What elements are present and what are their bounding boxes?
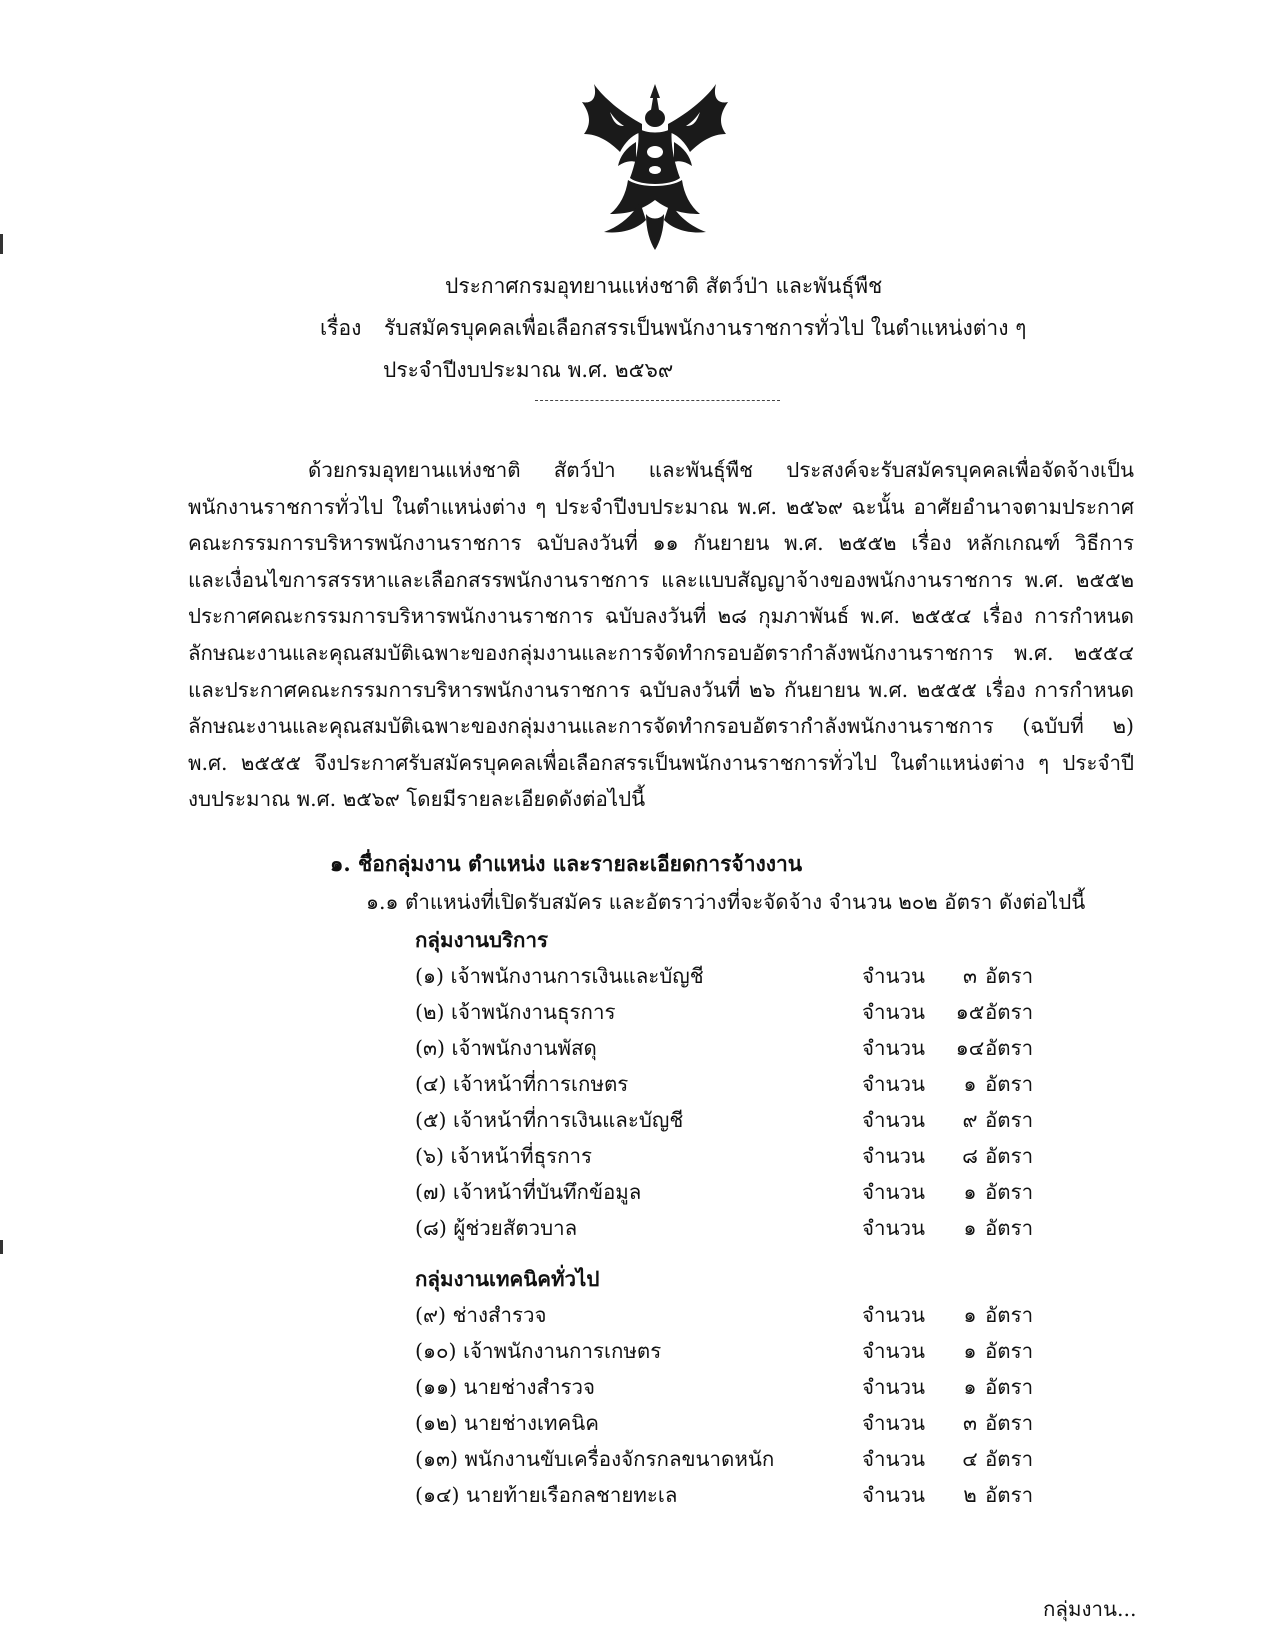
body-line: งบประมาณ พ.ศ. ๒๕๖๙ โดยมีรายละเอียดดังต่อไปนี้	[188, 787, 646, 812]
position-name: (๒) เจ้าพนักงานธุรการ	[415, 1000, 616, 1024]
fiscal-year-line: ประจำปีงบประมาณ พ.ศ. ๒๕๖๙	[383, 358, 674, 382]
position-count: ๙	[962, 1108, 978, 1132]
amount-label: จำนวน	[862, 1108, 926, 1132]
body-line: ลักษณะงานและคุณสมบัติเฉพาะของกลุ่มงานและการจัดทำกรอบอัตรากำลังพนักงานราชการ (ฉบับที่ ๒)	[188, 714, 1134, 739]
body-line: คณะกรรมการบริหารพนักงานราชการ ฉบับลงวันที่ ๑๑ กันยายน พ.ศ. ๒๕๕๒ เรื่อง หลักเกณฑ์ วิธีการ	[188, 531, 1134, 556]
position-count: ๔	[962, 1447, 978, 1471]
position-row	[415, 1176, 1035, 1212]
amount-label: จำนวน	[862, 1180, 926, 1204]
unit-label: อัตรา	[985, 1303, 1034, 1327]
position-name: (๑๔) นายท้ายเรือกลชายทะเล	[415, 1483, 678, 1507]
section-heading: ๑. ชื่อกลุ่มงาน ตำแหน่ง และรายละเอียดการจ้างงาน	[330, 851, 803, 876]
position-count: ๑	[963, 1303, 977, 1327]
position-row	[415, 1104, 1035, 1140]
position-count: ๑	[963, 1216, 977, 1240]
position-row	[415, 1068, 1035, 1104]
position-count: ๑๔	[955, 1036, 985, 1060]
unit-label: อัตรา	[985, 1411, 1034, 1435]
unit-label: อัตรา	[985, 1036, 1034, 1060]
position-count: ๓	[962, 1411, 977, 1435]
unit-label: อัตรา	[985, 1339, 1034, 1363]
position-count: ๑	[963, 1180, 977, 1204]
unit-label: อัตรา	[985, 1144, 1034, 1168]
position-name: (๑๑) นายช่างสำรวจ	[415, 1375, 596, 1399]
position-name: (๙) ช่างสำรวจ	[415, 1303, 547, 1327]
body-line: และประกาศคณะกรรมการบริหารพนักงานราชการ ฉบับลงวันที่ ๒๖ กันยายน พ.ศ. ๒๕๕๕ เรื่อง การกำหนด	[188, 677, 1134, 702]
position-row	[415, 960, 1035, 996]
announcement-subject	[320, 312, 1026, 345]
body-line: พนักงานราชการทั่วไป ในตำแหน่งต่าง ๆ ประจำปีงบประมาณ พ.ศ. ๒๕๖๙ ฉะนั้น อาศัยอำนาจตามประกาศ	[188, 494, 1134, 519]
position-name: (๖) เจ้าหน้าที่ธุรการ	[415, 1144, 593, 1168]
amount-label: จำนวน	[862, 964, 926, 988]
amount-label: จำนวน	[862, 1072, 926, 1096]
position-row	[415, 1479, 1035, 1515]
position-name: (๗) เจ้าหน้าที่บันทึกข้อมูล	[415, 1180, 642, 1204]
amount-label: จำนวน	[862, 1339, 926, 1363]
amount-label: จำนวน	[862, 1411, 926, 1435]
announcement-body	[188, 452, 1134, 818]
position-count: ๑	[963, 1339, 977, 1363]
unit-label: อัตรา	[985, 1447, 1034, 1471]
subject-text: รับสมัครบุคคลเพื่อเลือกสรรเป็นพนักงานราชการทั่วไป ในตำแหน่งต่าง ๆ	[384, 316, 1027, 340]
position-row	[415, 1032, 1035, 1068]
position-name: (๑๐) เจ้าพนักงานการเกษตร	[415, 1339, 662, 1363]
amount-label: จำนวน	[862, 1483, 926, 1507]
position-row	[415, 1407, 1035, 1443]
position-name: (๔) เจ้าหน้าที่การเกษตร	[415, 1072, 629, 1096]
body-line: ลักษณะงานและคุณสมบัติเฉพาะของกลุ่มงานและการจัดทำกรอบอัตรากำลังพนักงานราชการ พ.ศ. ๒๕๕๔	[188, 640, 1134, 665]
position-name: (๕) เจ้าหน้าที่การเงินและบัญชี	[415, 1108, 684, 1132]
position-row	[415, 1335, 1035, 1371]
dashed-divider	[535, 400, 780, 401]
position-name: (๑) เจ้าพนักงานการเงินและบัญชี	[415, 964, 704, 988]
amount-label: จำนวน	[862, 1447, 926, 1471]
position-row	[415, 1299, 1035, 1335]
position-count: ๘	[962, 1144, 978, 1168]
position-count: ๑	[963, 1375, 977, 1399]
unit-label: อัตรา	[985, 1108, 1034, 1132]
amount-label: จำนวน	[862, 1036, 926, 1060]
unit-label: อัตรา	[985, 1072, 1034, 1096]
continuation-text: กลุ่มงาน...	[1043, 1597, 1137, 1621]
position-row	[415, 1140, 1035, 1176]
position-name: (๓) เจ้าพนักงานพัสดุ	[415, 1036, 597, 1060]
amount-label: จำนวน	[862, 1216, 926, 1240]
position-name: (๘) ผู้ช่วยสัตวบาล	[415, 1216, 578, 1240]
amount-label: จำนวน	[862, 1144, 926, 1168]
unit-label: อัตรา	[985, 1216, 1034, 1240]
group-heading-service: กลุ่มงานบริการ	[415, 928, 548, 952]
body-line: ประกาศคณะกรรมการบริหารพนักงานราชการ ฉบับลงวันที่ ๒๘ กุมภาพันธ์ พ.ศ. ๒๕๕๔ เรื่อง การกำหนด	[188, 604, 1134, 629]
garuda-emblem	[580, 82, 730, 252]
position-row	[415, 1443, 1035, 1479]
position-count: ๓	[962, 964, 977, 988]
group-heading-technical: กลุ่มงานเทคนิคทั่วไป	[415, 1267, 600, 1291]
subject-label: เรื่อง	[320, 316, 362, 340]
section-subheading: ๑.๑ ตำแหน่งที่เปิดรับสมัคร และอัตราว่างที่จะจัดจ้าง จำนวน ๒๐๒ อัตรา ดังต่อไปนี้	[366, 890, 1086, 914]
position-row	[415, 996, 1035, 1032]
scan-margin-mark	[0, 1240, 3, 1254]
scan-margin-mark	[0, 234, 3, 254]
body-line: ด้วยกรมอุทยานแห่งชาติ สัตว์ป่า และพันธุ์พืช ประสงค์จะรับสมัครบุคคลเพื่อจัดจ้างเป็น	[308, 458, 1134, 482]
unit-label: อัตรา	[985, 1375, 1034, 1399]
unit-label: อัตรา	[985, 1000, 1034, 1024]
position-row	[415, 1371, 1035, 1407]
amount-label: จำนวน	[862, 1375, 926, 1399]
position-name: (๑๒) นายช่างเทคนิค	[415, 1411, 599, 1435]
unit-label: อัตรา	[985, 1483, 1034, 1507]
announcement-title: ประกาศกรมอุทยานแห่งชาติ สัตว์ป่า และพันธุ์พืช	[445, 274, 883, 298]
position-count: ๒	[963, 1483, 977, 1507]
position-row	[415, 1212, 1035, 1248]
body-line: และเงื่อนไขการสรรหาและเลือกสรรพนักงานราชการ และแบบสัญญาจ้างของพนักงานราชการ พ.ศ. ๒๕๕๒	[188, 567, 1134, 592]
position-count: ๑	[963, 1072, 977, 1096]
amount-label: จำนวน	[862, 1303, 926, 1327]
unit-label: อัตรา	[985, 964, 1034, 988]
unit-label: อัตรา	[985, 1180, 1034, 1204]
body-line: พ.ศ. ๒๕๕๕ จึงประกาศรับสมัครบุคคลเพื่อเลือกสรรเป็นพนักงานราชการทั่วไป ในตำแหน่งต่าง ๆ ประจำปี	[188, 750, 1134, 775]
position-name: (๑๓) พนักงานขับเครื่องจักรกลขนาดหนัก	[415, 1447, 775, 1471]
amount-label: จำนวน	[862, 1000, 926, 1024]
position-count: ๑๕	[955, 1000, 985, 1024]
